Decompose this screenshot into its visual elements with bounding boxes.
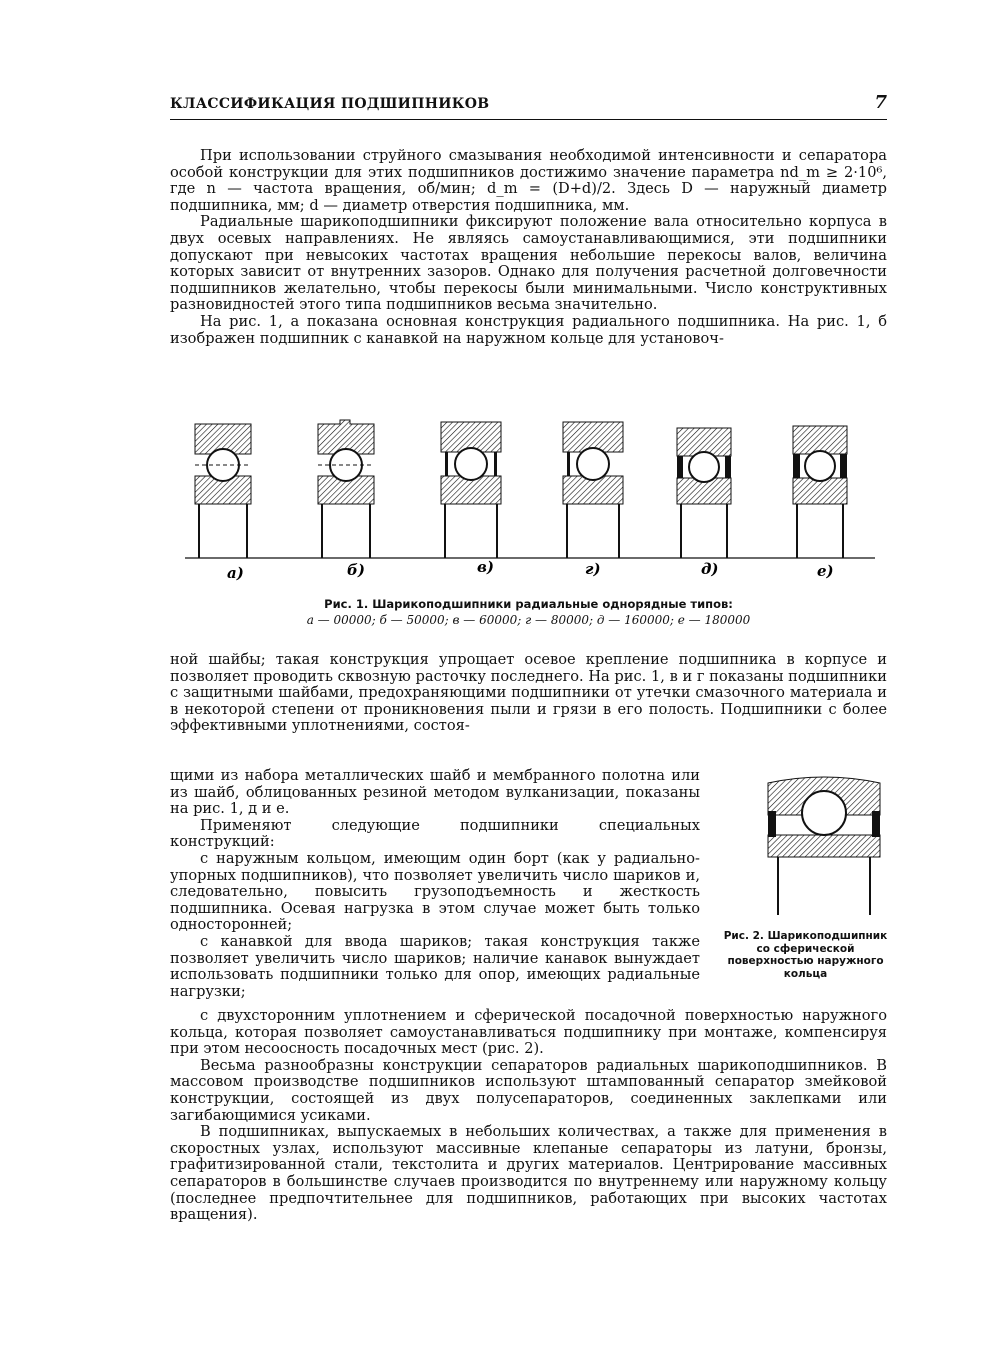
caption-types: а — 00000; б — 50000; в — 60000; г — 80000; д — 160000; е — 180000 [306, 613, 751, 627]
running-header [170, 92, 887, 120]
paragraph: При использовании струйного смазывания необходимой интенсивности и сепаратора особой конструкции для этих подшипников достижимо значение параметра nd_m ≥ 2·10⁶, где n — частота вращения, об/мин; d_m = (D+d)/2. Здесь D — наружный диаметр подшипника, мм; d — диаметр отверстия подшипника, мм. [170, 147, 887, 214]
bearing-g [563, 422, 623, 558]
paragraph: ной шайбы; такая конструкция упрощает осевое крепление подшипника в корпусе и позволяет проводить сквозную расточку последнего. На рис. 1, в и г показаны подшипники с защитными шайбами, предохраняющими подшипники от утечки смазочного материала и в некоторой степени от проникновения пыли и грязи в его полость. Подшипники с более эффективными уплотнениями, состоя- [170, 651, 887, 735]
text-block-bottom [170, 1008, 887, 1224]
text-block-narrow [170, 768, 700, 1000]
label-e: е) [817, 562, 834, 580]
paragraph: На рис. 1, а показана основная конструкция радиального подшипника. На рис. 1, б изображен подшипник с канавкой на наружном кольце для установоч- [170, 312, 887, 347]
label-v: в) [477, 558, 494, 576]
paragraph: Весьма разнообразны конструкции сепараторов радиальных шарикоподшипников. В массовом производстве подшипников используют штампованный сепаратор змейковой конструкции, состоящей из двух полусепараторов, соединенных заклепками или загибающимися усиками. [170, 1056, 887, 1124]
label-g: г) [585, 560, 601, 578]
paragraph: с двухсторонним уплотнением и сферической посадочной поверхностью наружного кольца, которая позволяет самоустанавливаться подшипнику при монтаже, компенсируя при этом несоосность посадочных мест (рис. 2). [170, 1007, 887, 1058]
figure-1-caption [170, 596, 887, 628]
caption-title: Рис. 1. Шарикоподшипники радиальные однорядные типов: [324, 597, 733, 611]
bearing-b [318, 420, 374, 558]
paragraph: Применяют следующие подшипники специальных конструкций: [170, 816, 700, 851]
bearing-e [793, 426, 847, 558]
chapter-title: КЛАССИФИКАЦИЯ ПОДШИПНИКОВ [170, 96, 490, 112]
bearing-v [441, 422, 501, 558]
text-block-top [170, 148, 887, 347]
paragraph: с канавкой для ввода шариков; такая конструкция также позволяет увеличить число шариков; наличие канавок вынуждает использовать подшипники только для опор, имеющих радиальные нагрузки; [170, 932, 700, 1000]
label-a: а) [227, 564, 244, 582]
label-b: б) [347, 561, 365, 579]
paragraph: с наружным кольцом, имеющим один борт (как у радиально-упорных подшипников), что позволяет увеличить число шариков и, следовательно, повысить грузоподъемность и жесткость подшипника. Осевая нагрузка в этом случае может быть только односторонней; [170, 849, 700, 934]
paragraph: Радиальные шарикоподшипники фиксируют положение вала относительно корпуса в двух осевых направлениях. Не являясь самоустанавливающимися, эти подшипники допускают при невысоких частотах вращения небольшие перекосы валов, величина которых зависит от внутренних зазоров. Однако для получения расчетной долговечности подшипников желательно, чтобы перекосы были минимальными. Число конструктивных разновидностей этого типа подшипников весьма значительно. [170, 213, 887, 314]
page-number: 7 [874, 92, 887, 113]
figure-2-spherical-bearing [762, 775, 887, 920]
bearing-d [677, 428, 731, 558]
paragraph: щими из набора металлических шайб и мембранного полотна или из шайб, облицованных резиной методом вулканизации, показаны на рис. 1, д и е. [170, 767, 700, 818]
bearing-a [195, 424, 251, 558]
figure-2-caption: Рис. 2. Шарикоподшипник со сферической поверхностью наружного кольца [723, 930, 888, 980]
paragraph: В подшипниках, выпускаемых в небольших количествах, а также для применения в скоростных узлах, используют массивные клепаные сепараторы из латуни, бронзы, графитизированной стали, текстолита и других материалов. Центрирование массивных сепараторов в большинстве случаев производится по внутреннему или наружному кольцу (последнее предпочтительнее для подшипников, работающих при высоких частотах вращения). [170, 1123, 887, 1224]
label-d: д) [701, 560, 719, 578]
text-block-middle [170, 652, 887, 735]
